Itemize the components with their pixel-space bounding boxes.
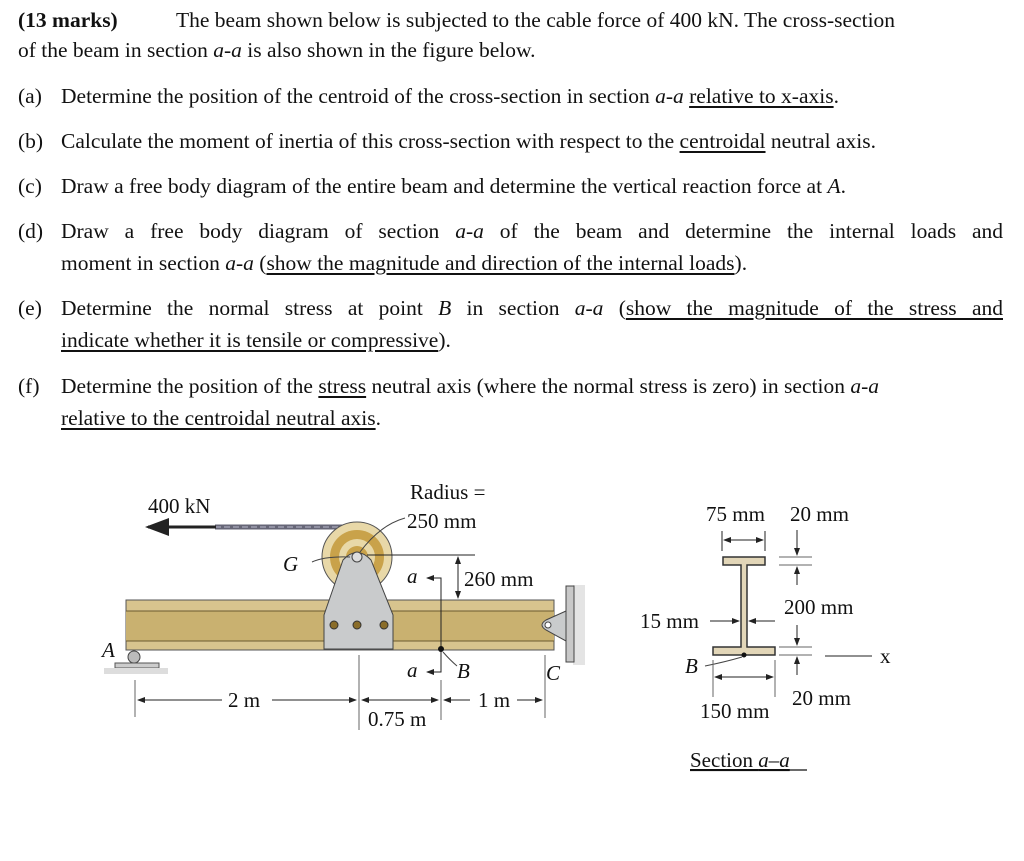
text: of the beam in section [18, 38, 214, 62]
label-b-section: B [685, 654, 698, 678]
pin-g [352, 552, 362, 562]
label-c: C [546, 661, 561, 685]
wall-plate [566, 586, 574, 662]
question-d-label: (d) [18, 219, 44, 243]
section-caption [690, 748, 790, 772]
text: relative to the centroidal neutral axis [61, 406, 376, 430]
marks-label: (13 marks) [18, 8, 118, 32]
beam-figure [100, 480, 585, 731]
text: a-a [225, 251, 254, 275]
text: Draw a free body diagram of section [61, 219, 456, 243]
text: Draw a free body diagram of the entire beam and determine the vertical reaction force at [61, 174, 828, 198]
text: A [827, 174, 841, 198]
text: . [840, 174, 846, 198]
text: moment in section [61, 251, 226, 275]
question-b-label: (b) [18, 129, 44, 153]
height-label: 260 mm [464, 567, 534, 591]
text: Determine the normal stress at point [61, 296, 439, 320]
text: in section [451, 296, 575, 320]
text: relative to x-axis [689, 84, 834, 108]
text: indicate whether it is tensile or compressive [61, 328, 439, 352]
question-e-label: (e) [18, 296, 42, 320]
bolt [380, 621, 388, 629]
intro-line-1: The beam shown below is subjected to the cable force of 400 kN. The cross-section [176, 8, 896, 32]
text: a-a [655, 84, 684, 108]
text: a-a [850, 374, 879, 398]
bottom-thickness-label: 20 mm [792, 686, 851, 710]
web-height-label: 200 mm [784, 595, 854, 619]
text: ( [603, 296, 626, 320]
wall [573, 585, 585, 665]
label-b: B [457, 659, 470, 683]
text: ). [734, 251, 748, 275]
point-b [438, 646, 444, 652]
text: . [833, 84, 839, 108]
section-a-top: a [407, 564, 418, 588]
question-f-label: (f) [18, 374, 40, 398]
web-thickness-label: 15 mm [640, 609, 699, 633]
radius-label: Radius = [410, 480, 486, 504]
label-a: A [102, 638, 115, 662]
section-figure [640, 502, 891, 772]
caption-text: Section [690, 748, 759, 772]
text: . [375, 406, 381, 430]
force-label: 400 kN [148, 494, 211, 518]
text: Determine the position of the centroid of the cross-section in section [61, 84, 656, 108]
top-width-label: 75 mm [706, 502, 765, 526]
text: show the magnitude and direction of the internal loads [266, 251, 735, 275]
top-thickness-label: 20 mm [790, 502, 849, 526]
text: ). [438, 328, 451, 352]
bolt [353, 621, 361, 629]
caption-text: a–a [758, 748, 790, 772]
roller-support-a [128, 651, 140, 663]
text: a-a [213, 38, 242, 62]
text: neutral axis (where the normal stress is zero) in section [366, 374, 851, 398]
text: is also shown in the figure below. [241, 38, 536, 62]
text: neutral axis. [765, 129, 876, 153]
text: stress [318, 374, 367, 398]
text: a-a [455, 219, 484, 243]
bottom-width-label: 150 mm [700, 699, 770, 723]
section-a-bottom: a [407, 658, 418, 682]
label-g: G [283, 552, 299, 576]
text: B [438, 296, 452, 320]
text: Determine the position of the [61, 374, 319, 398]
question-c-label: (c) [18, 174, 42, 198]
text: ( [253, 251, 267, 275]
text: Calculate the moment of inertia of this cross-section with respect to the [61, 129, 680, 153]
text: show the magnitude of the stress and [625, 296, 1003, 320]
dim-bc: 1 m [478, 688, 511, 712]
radius-value: 250 mm [407, 509, 477, 533]
x-axis-label: x [880, 644, 891, 668]
i-beam-section [713, 557, 775, 655]
text: a-a [574, 296, 604, 320]
question-a-label: (a) [18, 84, 42, 108]
dim-ag: 2 m [228, 688, 261, 712]
text: of the beam and determine the internal loads and [483, 219, 1003, 243]
dim-gb: 0.75 m [368, 707, 427, 731]
bolt [330, 621, 338, 629]
text: centroidal [679, 129, 766, 153]
